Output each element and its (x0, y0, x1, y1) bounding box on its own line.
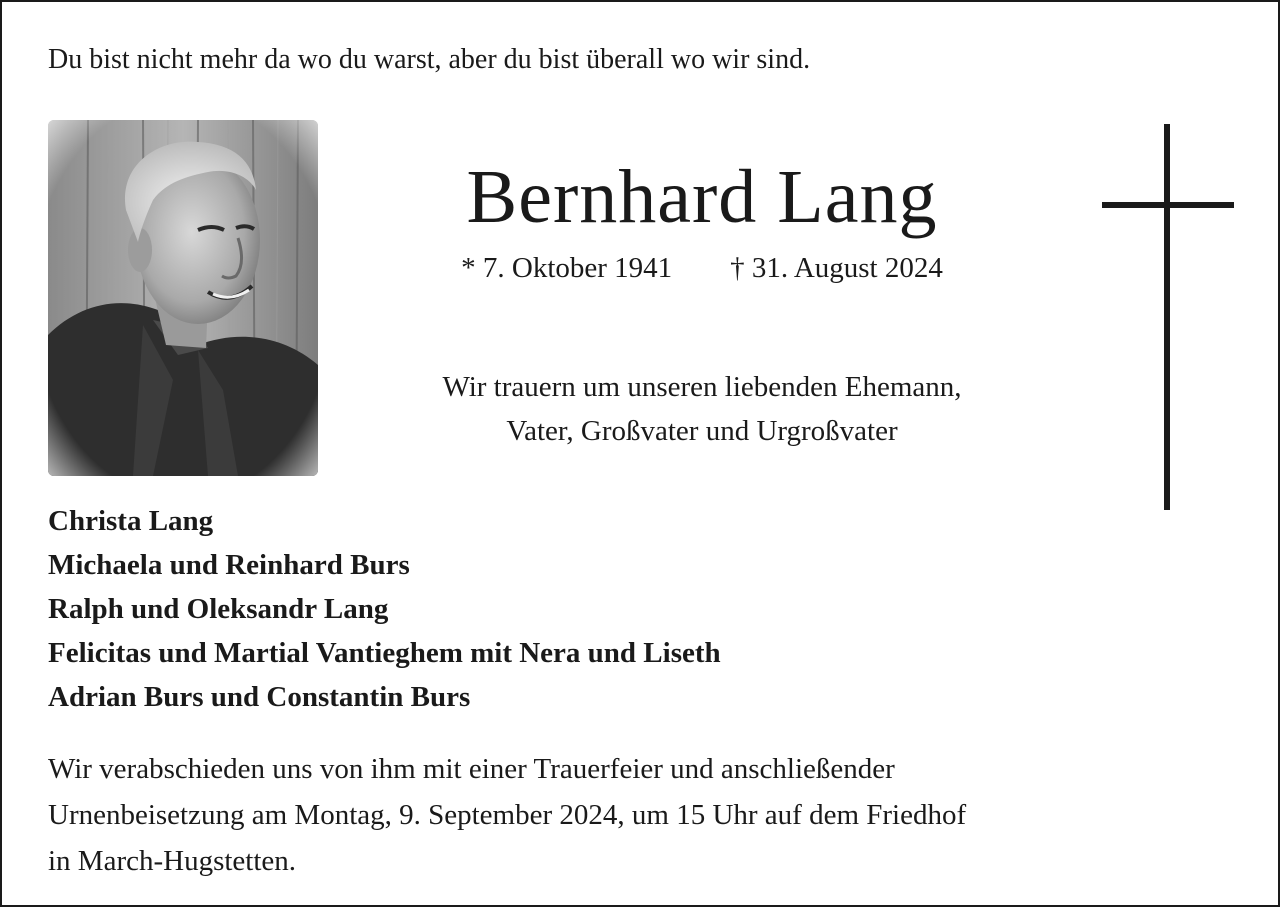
service-line-1: Wir verabschieden uns von ihm mit einer Trauerfeier und anschließender (48, 753, 895, 785)
tribute-text (332, 365, 1072, 453)
mourner-entry: Adrian Burs und Constantin Burs (48, 681, 471, 713)
life-dates (332, 248, 1072, 288)
tribute-line-2: Vater, Großvater und Urgroßvater (506, 415, 898, 447)
service-line-2: Urnenbeisetzung am Montag, 9. September 2024, um 15 Uhr auf dem Friedhof (48, 799, 967, 831)
motto-text: Du bist nicht mehr da wo du warst, aber du bist überall wo wir sind. (48, 44, 811, 75)
death-date: † 31. August 2024 (730, 252, 943, 284)
mourner-entry: Michaela und Reinhard Burs (48, 549, 410, 581)
portrait-photo (48, 120, 318, 476)
tribute-line-1: Wir trauern um unseren liebenden Ehemann, (442, 371, 962, 403)
birth-date: * 7. Oktober 1941 (461, 252, 673, 284)
mourners-list (48, 499, 721, 719)
deceased-name: Bernhard Lang (466, 155, 938, 239)
portrait-illustration (48, 120, 318, 476)
mourner-entry: Ralph und Oleksandr Lang (48, 593, 389, 625)
service-line-3: in March-Hugstetten. (48, 845, 297, 877)
funeral-service-text (48, 746, 1238, 884)
mourner-entry: Felicitas und Martial Vantieghem mit Nera und Liseth (48, 637, 721, 669)
mourner-entry: Christa Lang (48, 505, 214, 537)
cross-icon (1102, 124, 1234, 510)
